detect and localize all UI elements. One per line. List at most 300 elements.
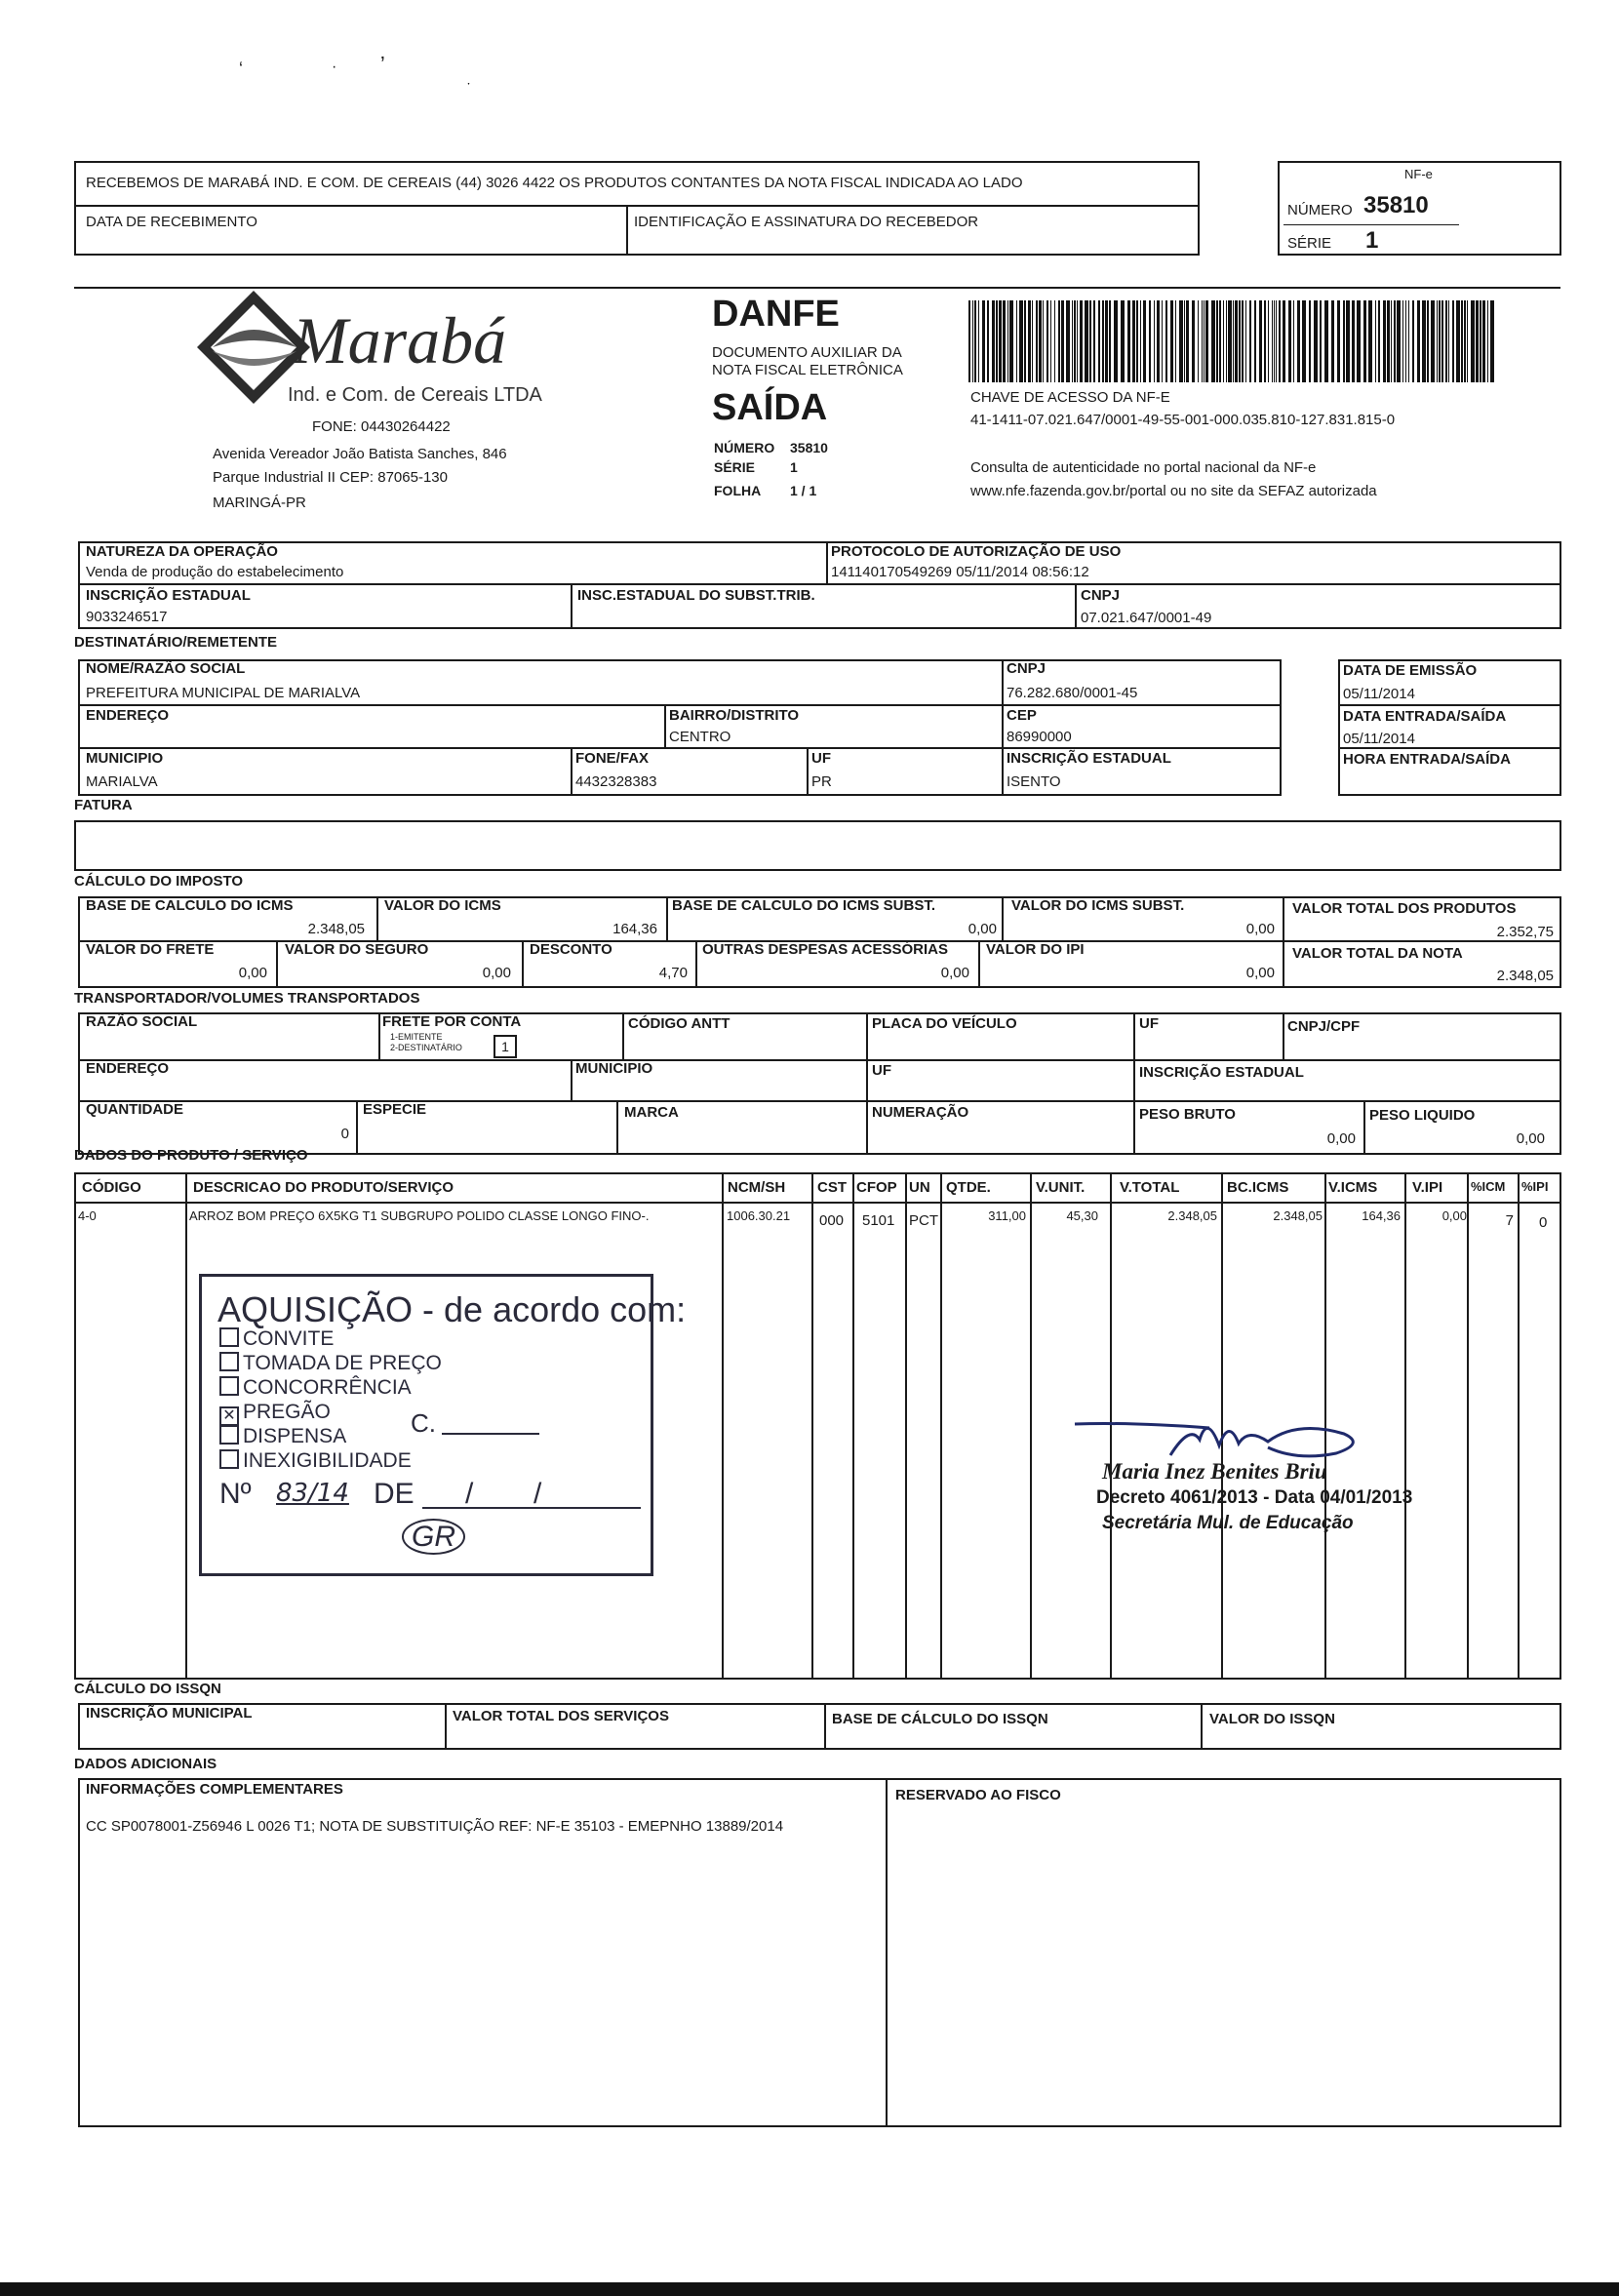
td-qtde: 311,00 — [988, 1208, 1026, 1223]
th-picm: %ICM — [1471, 1179, 1506, 1194]
barcode-bar — [1170, 300, 1173, 382]
td-cfop: 5101 — [862, 1212, 895, 1229]
tr-v-1 — [378, 1012, 380, 1059]
barcode-bar — [1309, 300, 1311, 382]
tr-frete-value: 1 — [494, 1035, 517, 1058]
seguro-value: 0,00 — [482, 965, 511, 981]
barcode-bar — [1186, 300, 1189, 382]
op-vline-2 — [571, 583, 573, 629]
barcode-bar — [1431, 300, 1435, 382]
checkbox-checked-icon: ✕ — [219, 1406, 239, 1426]
barcode-bar — [1264, 300, 1266, 382]
barcode-bar — [1007, 300, 1008, 382]
barcode-bar — [1121, 300, 1125, 382]
canhoto-data-recebimento: DATA DE RECEBIMENTO — [86, 214, 257, 230]
base-st-value: 0,00 — [967, 921, 997, 937]
emitente-bairro-cep: Parque Industrial II CEP: 87065-130 — [213, 469, 448, 486]
tr-uf-label: UF — [1139, 1015, 1159, 1032]
barcode-bar — [1320, 300, 1322, 382]
dest-uf-value: PR — [811, 773, 832, 790]
table-column-divider — [1030, 1172, 1032, 1680]
barcode-bar — [1024, 300, 1026, 382]
barcode-bar — [1019, 300, 1023, 382]
ipi-label: VALOR DO IPI — [986, 941, 1085, 958]
barcode-bar — [1249, 300, 1251, 382]
tr-quantidade-label: QUANTIDADE — [86, 1101, 183, 1118]
danfe-tipo: SAÍDA — [712, 387, 828, 428]
table-column-divider — [1518, 1172, 1520, 1680]
th-cfop: CFOP — [856, 1179, 897, 1196]
consulta-text-1: Consulta de autenticidade no portal nacional da NF-e — [970, 459, 1317, 476]
stamp-option-label: PREGÃO — [243, 1401, 331, 1423]
th-vtotal: V.TOTAL — [1120, 1179, 1180, 1196]
th-vipi: V.IPI — [1412, 1179, 1443, 1196]
nfe-serie: 1 — [1365, 227, 1379, 254]
dest-fone-label: FONE/FAX — [575, 750, 650, 767]
barcode-bar — [1476, 300, 1479, 382]
logo-text: Marabá — [293, 303, 507, 377]
th-vunit: V.UNIT. — [1036, 1179, 1086, 1196]
barcode-bar — [1482, 300, 1485, 382]
barcode-bar — [1105, 300, 1108, 382]
imp-vline-a — [376, 896, 378, 940]
canhoto-divider — [74, 205, 1200, 207]
tr-hline-2 — [78, 1100, 1561, 1102]
barcode-bar — [1098, 300, 1100, 382]
table-column-divider — [185, 1172, 187, 1680]
imp-vline-h — [978, 940, 980, 988]
barcode-bar — [1165, 300, 1167, 382]
barcode-bar — [974, 300, 976, 382]
tr-ie-label: INSCRIÇÃO ESTADUAL — [1139, 1064, 1304, 1081]
emitente-cidade: MARINGÁ-PR — [213, 495, 306, 511]
td-un: PCT — [909, 1212, 938, 1229]
canhoto-identificacao: IDENTIFICAÇÃO E ASSINATURA DO RECEBEDOR — [634, 214, 979, 230]
th-bcicms: BC.ICMS — [1227, 1179, 1289, 1196]
natureza-label: NATUREZA DA OPERAÇÃO — [86, 543, 278, 560]
barcode-bar — [1242, 300, 1244, 382]
barcode-bar — [1039, 300, 1042, 382]
danfe-title: DANFE — [712, 294, 840, 335]
desconto-value: 4,70 — [658, 965, 688, 981]
barcode-bar — [1143, 300, 1146, 382]
signature-cargo: Secretária Mul. de Educação — [1102, 1513, 1354, 1533]
barcode-bar — [1268, 300, 1269, 382]
table-column-divider — [811, 1172, 813, 1680]
stamp-option-label: CONVITE — [243, 1327, 335, 1350]
table-column-divider — [722, 1172, 724, 1680]
issqn-total-label: VALOR TOTAL DOS SERVIÇOS — [453, 1708, 669, 1724]
info-label: INFORMAÇÕES COMPLEMENTARES — [86, 1781, 343, 1798]
emitente-cnpj-label: CNPJ — [1081, 587, 1121, 604]
barcode-bar — [1378, 300, 1380, 382]
adicionais-section: DADOS ADICIONAIS — [74, 1756, 217, 1772]
barcode-bar — [992, 300, 995, 382]
barcode-bar — [1352, 300, 1355, 382]
barcode-bar — [1445, 300, 1447, 382]
stamp-rubrica: GR — [402, 1519, 465, 1555]
scan-bottom-edge — [0, 2282, 1619, 2296]
barcode-bar — [1467, 300, 1468, 382]
imp-vline-c — [1002, 896, 1004, 940]
stamp-date-slash: / — [465, 1478, 474, 1510]
barcode-bar — [1216, 300, 1218, 382]
ipi-value: 0,00 — [1245, 965, 1275, 981]
stamp-c-label: C. — [411, 1408, 436, 1438]
emitente-logo — [195, 283, 566, 410]
dest-bairro-value: CENTRO — [669, 729, 731, 745]
barcode-bar — [1437, 300, 1438, 382]
barcode-bar — [1487, 300, 1488, 382]
barcode-bar — [1448, 300, 1449, 382]
scan-speck: ʻ — [239, 59, 243, 79]
ie-value: 9033246517 — [86, 609, 168, 625]
barcode-bar — [1080, 300, 1083, 382]
stamp-option — [219, 1327, 334, 1350]
stamp-date-line — [422, 1507, 641, 1509]
total-nota-value: 2.348,05 — [1496, 968, 1554, 984]
barcode-bar — [1061, 300, 1064, 382]
td-pipi: 0 — [1539, 1214, 1548, 1231]
emitente-endereco: Avenida Vereador João Batista Sanches, 846 — [213, 446, 507, 462]
tr-razao-label: RAZÃO SOCIAL — [86, 1013, 198, 1030]
imp-vline-f — [522, 940, 524, 988]
issqn-im-label: INSCRIÇÃO MUNICIPAL — [86, 1705, 253, 1722]
seguro-label: VALOR DO SEGURO — [285, 941, 429, 958]
canhoto-recebemos: RECEBEMOS DE MARABÁ IND. E COM. DE CEREAIS (44) 3026 4422 OS PRODUTOS CONTANTES DA NOTA FISCAL INDICADA AO LADO — [86, 175, 1023, 191]
barcode-bar — [1456, 300, 1460, 382]
tr-v-8 — [616, 1100, 618, 1155]
barcode-bar — [1046, 300, 1048, 382]
issqn-v-2 — [824, 1703, 826, 1750]
dest-ie-value: ISENTO — [1007, 773, 1061, 790]
barcode-bar — [1235, 300, 1238, 382]
emissao-label: DATA DE EMISSÃO — [1343, 662, 1478, 679]
barcode-bar — [1471, 300, 1475, 382]
td-descricao: ARROZ BOM PREÇO 6X5KG T1 SUBGRUPO POLIDO CLASSE LONGO FINO-. — [189, 1208, 650, 1223]
stamp-date-slash: / — [533, 1478, 542, 1510]
barcode-bar — [1102, 300, 1104, 382]
dest-ie-label: INSCRIÇÃO ESTADUAL — [1007, 750, 1171, 767]
barcode-bar — [1368, 300, 1372, 382]
tr-frete-opt2: 2-DESTINATÁRIO — [390, 1043, 462, 1052]
protocolo-label: PROTOCOLO DE AUTORIZAÇÃO DE USO — [831, 543, 1122, 560]
issqn-base-label: BASE DE CÁLCULO DO ISSQN — [832, 1711, 1048, 1727]
aquisicao-stamp — [199, 1274, 687, 1576]
imp-vline-d — [1283, 896, 1284, 988]
barcode-bar — [1464, 300, 1466, 382]
barcode-bar — [1223, 300, 1224, 382]
base-icms-value: 2.348,05 — [307, 921, 365, 937]
op-hline — [78, 583, 1561, 585]
nfe-underline — [1283, 224, 1459, 225]
danfe-sub1: DOCUMENTO AUXILIAR DA — [712, 344, 902, 361]
tr-v-10 — [1363, 1100, 1365, 1155]
tr-v-4 — [1133, 1012, 1135, 1155]
fisco-label: RESERVADO AO FISCO — [895, 1787, 1061, 1803]
total-prod-value: 2.352,75 — [1496, 924, 1554, 940]
td-codigo: 4-0 — [78, 1208, 97, 1223]
barcode-bar — [1179, 300, 1183, 382]
stamp-option — [219, 1376, 412, 1399]
barcode-bar — [1402, 300, 1403, 382]
barcode-bar — [1394, 300, 1396, 382]
table-column-divider — [1467, 1172, 1469, 1680]
dest-uf-label: UF — [811, 750, 831, 767]
barcode-bar — [1192, 300, 1195, 382]
danfe-serie-label: SÉRIE — [714, 459, 756, 475]
barcode-bar — [1324, 300, 1328, 382]
stamp-option-label: DISPENSA — [243, 1425, 347, 1447]
dest-vline-cnpj — [1002, 659, 1004, 796]
barcode-bar — [1297, 300, 1300, 382]
barcode-bar — [1337, 300, 1340, 382]
barcode-bar — [1490, 300, 1494, 382]
nfe-serie-label: SÉRIE — [1287, 235, 1332, 252]
issqn-valor-label: VALOR DO ISSQN — [1209, 1711, 1335, 1727]
dest-municipio-value: MARIALVA — [86, 773, 158, 790]
tr-v-3 — [866, 1012, 868, 1102]
frete-label: VALOR DO FRETE — [86, 941, 215, 958]
barcode-bar — [1058, 300, 1060, 382]
barcode-bar — [1149, 300, 1151, 382]
hora-label: HORA ENTRADA/SAÍDA — [1343, 751, 1511, 768]
barcode-bar — [1239, 300, 1241, 382]
imp-vline-b — [666, 896, 668, 940]
barcode-bar — [996, 300, 998, 382]
barcode-bar — [1480, 300, 1481, 382]
barcode-bar — [1293, 300, 1294, 382]
barcode-bar — [1202, 300, 1203, 382]
tr-v-9 — [866, 1100, 868, 1155]
table-column-divider — [905, 1172, 907, 1680]
valor-st-value: 0,00 — [1245, 921, 1275, 937]
issqn-section: CÁLCULO DO ISSQN — [74, 1681, 221, 1697]
th-vicms: V.ICMS — [1328, 1179, 1378, 1196]
checkbox-empty-icon — [219, 1352, 239, 1371]
th-ncm: NCM/SH — [728, 1179, 786, 1196]
dest-hline-1 — [78, 704, 1282, 706]
signature-name: Maria Inez Benites Briu — [1102, 1459, 1327, 1484]
base-st-label: BASE DE CALCULO DO ICMS SUBST. — [672, 897, 936, 914]
canhoto-vdivider — [626, 205, 628, 256]
operacao-box — [78, 541, 1561, 629]
danfe-serie: 1 — [790, 459, 798, 475]
barcode-bar — [1154, 300, 1155, 382]
barcode-bar — [1331, 300, 1334, 382]
checkbox-empty-icon — [219, 1376, 239, 1396]
barcode-bar — [1219, 300, 1221, 382]
dest-bairro-label: BAIRRO/DISTRITO — [669, 707, 800, 724]
info-vline — [886, 1778, 888, 2127]
th-un: UN — [909, 1179, 930, 1196]
td-vicms: 164,36 — [1362, 1208, 1401, 1223]
imp-vline-g — [695, 940, 697, 988]
barcode-bar — [1114, 300, 1118, 382]
dest-nome-label: NOME/RAZÃO SOCIAL — [86, 660, 246, 677]
ie-st-label: INSC.ESTADUAL DO SUBST.TRIB. — [577, 587, 815, 604]
scan-speck: ʼ — [380, 53, 385, 77]
dest-cep-value: 86990000 — [1007, 729, 1072, 745]
stamp-option-label: TOMADA DE PREÇO — [243, 1352, 442, 1374]
th-qtde: QTDE. — [946, 1179, 991, 1196]
td-vtotal: 2.348,05 — [1167, 1208, 1217, 1223]
th-cst: CST — [817, 1179, 847, 1196]
issqn-v-1 — [445, 1703, 447, 1750]
stamp-title: AQUISIÇÃO - de acordo com: — [217, 1289, 687, 1329]
checkbox-empty-icon — [219, 1327, 239, 1347]
barcode-bar — [972, 300, 973, 382]
stamp-option-label: INEXIGIBILIDADE — [243, 1449, 412, 1472]
barcode-bar — [1302, 300, 1306, 382]
imposto-section: CÁLCULO DO IMPOSTO — [74, 873, 244, 890]
tr-quantidade-value: 0 — [340, 1126, 349, 1142]
barcode-bar — [1074, 300, 1076, 382]
checkbox-empty-icon — [219, 1425, 239, 1445]
barcode-bar — [1461, 300, 1463, 382]
stamp-option — [219, 1352, 442, 1374]
total-prod-label: VALOR TOTAL DOS PRODUTOS — [1292, 900, 1517, 917]
tr-cnpj-label: CNPJ/CPF — [1287, 1018, 1361, 1035]
ie-label: INSCRIÇÃO ESTADUAL — [86, 587, 251, 604]
scan-speck: · — [332, 59, 337, 75]
barcode-bar — [1085, 300, 1088, 382]
barcode-bar — [1054, 300, 1055, 382]
danfe-folha: 1 / 1 — [790, 483, 817, 498]
barcode-bar — [1003, 300, 1006, 382]
barcode-bar — [1276, 300, 1277, 382]
prod-header-line — [74, 1202, 1561, 1204]
tr-uf2-label: UF — [872, 1062, 891, 1079]
fatura-section: FATURA — [74, 797, 133, 813]
dest-cep-label: CEP — [1007, 707, 1037, 724]
tr-endereco-label: ENDEREÇO — [86, 1060, 170, 1077]
td-ncm: 1006.30.21 — [727, 1208, 791, 1223]
tr-frete-label: FRETE POR CONTA — [382, 1013, 522, 1030]
nfe-label: NF-e — [1404, 167, 1433, 181]
emitente-fone: FONE: 04430264422 — [312, 418, 451, 435]
barcode-bar — [1391, 300, 1392, 382]
issqn-box — [78, 1703, 1561, 1750]
tr-numeracao-label: NUMERAÇÃO — [872, 1104, 969, 1121]
barcode-bar — [1136, 300, 1138, 382]
td-vunit: 45,30 — [1066, 1208, 1098, 1223]
barcode-bar — [1288, 300, 1291, 382]
dest-municipio-label: MUNICIPIO — [86, 750, 164, 767]
destinatario-section: DESTINATÁRIO/REMETENTE — [74, 634, 278, 651]
barcode-bar — [1272, 300, 1273, 382]
tr-peso-bruto-label: PESO BRUTO — [1139, 1106, 1236, 1123]
barcode-bar — [1072, 300, 1073, 382]
barcode-bar — [1226, 300, 1227, 382]
tr-v-5 — [1283, 1012, 1284, 1059]
emitente-cnpj-value: 07.021.647/0001-49 — [1081, 610, 1212, 626]
barcode-bar — [1245, 300, 1246, 382]
barcode-bar — [1127, 300, 1130, 382]
datas-hline-1 — [1338, 704, 1561, 706]
tr-peso-liquido-label: PESO LIQUIDO — [1369, 1107, 1476, 1124]
barcode-bar — [968, 300, 970, 382]
dest-cnpj-label: CNPJ — [1007, 660, 1046, 677]
th-codigo: CÓDIGO — [82, 1179, 141, 1196]
barcode-bar — [1233, 300, 1234, 382]
barcode-bar — [1259, 300, 1262, 382]
barcode-bar — [1427, 300, 1429, 382]
barcode-bar — [987, 300, 989, 382]
entrada-label: DATA ENTRADA/SAÍDA — [1343, 708, 1507, 725]
table-column-divider — [852, 1172, 854, 1680]
dest-vline-bairro — [664, 704, 666, 747]
scan-speck: ˑ — [466, 77, 472, 97]
stamp-c-line — [442, 1433, 539, 1435]
td-bcicms: 2.348,05 — [1273, 1208, 1323, 1223]
barcode-bar — [1254, 300, 1256, 382]
tr-municipio-label: MUNICIPIO — [575, 1060, 653, 1077]
barcode-bar — [1036, 300, 1038, 382]
chave-value: 41-1411-07.021.647/0001-49-55-001-000.035.810-127.831.815-0 — [970, 412, 1396, 428]
barcode-bar — [1016, 300, 1017, 382]
valor-st-label: VALOR DO ICMS SUBST. — [1011, 897, 1185, 914]
barcode-bar — [1387, 300, 1390, 382]
dest-cnpj-value: 76.282.680/0001-45 — [1007, 685, 1138, 701]
barcode-bar — [1452, 300, 1454, 382]
stamp-de-label: DE — [374, 1478, 415, 1510]
dest-box — [78, 659, 1282, 796]
outras-value: 0,00 — [940, 965, 969, 981]
frete-value: 0,00 — [238, 965, 267, 981]
td-vipi: 0,00 — [1441, 1208, 1467, 1223]
barcode-bar — [1043, 300, 1044, 382]
barcode-bar — [1009, 300, 1013, 382]
outras-label: OUTRAS DESPESAS ACESSÓRIAS — [702, 941, 948, 958]
dest-hline-2 — [78, 747, 1282, 749]
valor-icms-value: 164,36 — [612, 921, 657, 937]
stamp-numero-label: Nº — [219, 1478, 252, 1510]
barcode-bar — [1050, 300, 1051, 382]
barcode-bar — [1346, 300, 1350, 382]
emissao-value: 05/11/2014 — [1343, 686, 1415, 702]
datas-box — [1338, 659, 1561, 796]
td-picm: 7 — [1505, 1212, 1514, 1229]
barcode-image — [968, 300, 1495, 382]
barcode-bar — [1375, 300, 1376, 382]
barcode-bar — [1211, 300, 1215, 382]
stamp-numero: 83/14 — [276, 1479, 349, 1508]
th-pipi: %IPI — [1521, 1179, 1549, 1194]
consulta-text-2: www.nfe.fazenda.gov.br/portal ou no site da SEFAZ autorizada — [970, 483, 1377, 499]
op-vline-3 — [1075, 583, 1077, 629]
barcode-bar — [1279, 300, 1281, 382]
produtos-section: DADOS DO PRODUTO / SERVIÇO — [74, 1147, 308, 1164]
tr-v-7 — [356, 1100, 358, 1155]
danfe-numero: 35810 — [790, 440, 828, 455]
desconto-label: DESCONTO — [530, 941, 612, 958]
td-cst: 000 — [819, 1212, 845, 1229]
total-nota-label: VALOR TOTAL DA NOTA — [1292, 945, 1463, 962]
info-value: CC SP0078001-Z56946 L 0026 T1; NOTA DE SUBSTITUIÇÃO REF: NF-E 35103 - EMEPNHO 13889/2014 — [86, 1818, 784, 1835]
dest-vline-fone — [571, 747, 573, 796]
danfe-numero-label: NÚMERO — [714, 440, 775, 455]
barcode-bar — [1205, 300, 1208, 382]
nfe-numero: 35810 — [1363, 192, 1429, 218]
barcode-bar — [1383, 300, 1386, 382]
issqn-v-3 — [1201, 1703, 1203, 1750]
signature-block — [1073, 1385, 1463, 1570]
barcode-bar — [1283, 300, 1285, 382]
checkbox-empty-icon — [219, 1449, 239, 1469]
logo-sub: Ind. e Com. de Cereais LTDA — [288, 384, 542, 406]
barcode-bar — [1441, 300, 1443, 382]
